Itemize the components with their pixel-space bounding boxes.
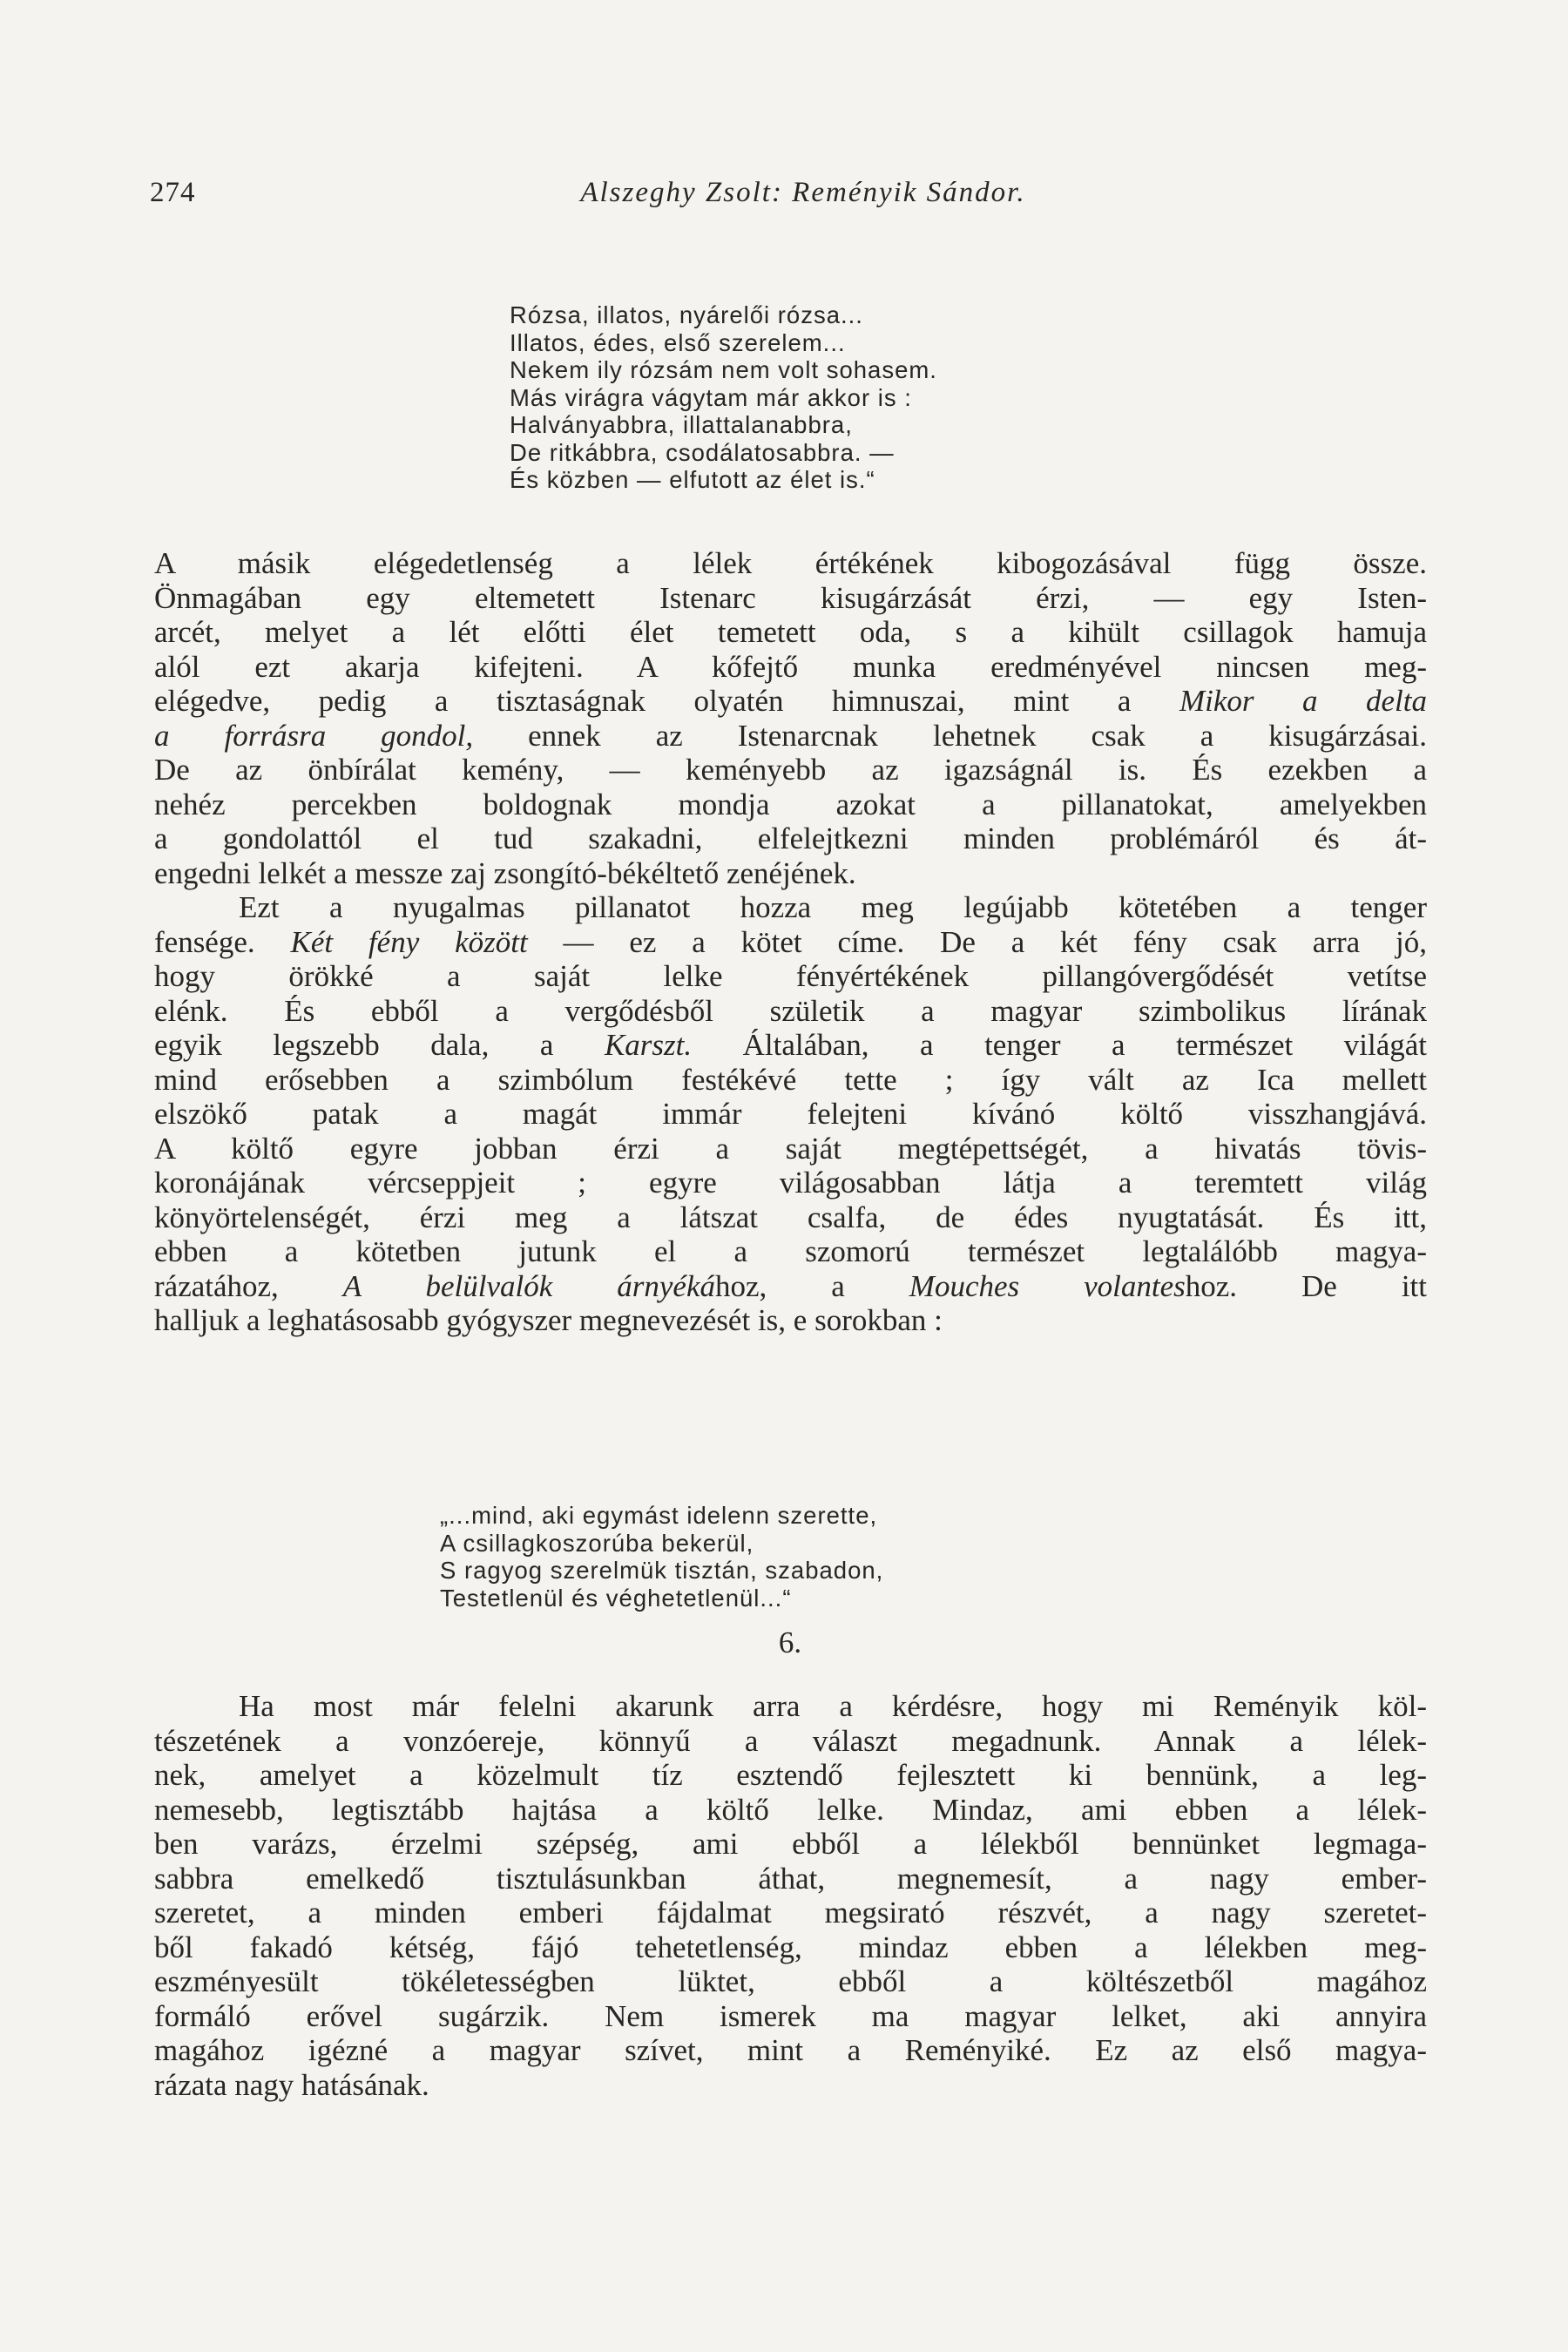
text-run: hoz. De itt — [1185, 1268, 1427, 1303]
text-run: egyik legszebb dala, a — [154, 1028, 605, 1062]
text-run: — ez a kötet címe. De a két fény csak arra jó, — [527, 924, 1427, 959]
text-line: Önmagában egy eltemetett Istenarc kisugárzását érzi, — egy Isten- — [154, 580, 1427, 615]
text-line: eszményesült tökéletességben lüktet, ebből a költészetből magához — [154, 1964, 1427, 1998]
text-line: a gondolattól el tud szakadni, elfelejtkezni minden problémáról és át- — [154, 821, 1427, 855]
text-line: szeretet, a minden emberi fájdalmat megsirató részvét, a nagy szeretet- — [154, 1896, 1427, 1930]
text-line: hogy örökké a saját lelke fényértékének pillangóvergődését vetítse — [154, 959, 1427, 993]
poem-line: „...mind, aki egymást idelenn szerette, — [440, 1502, 878, 1529]
text-line: De az önbírálat kemény, — keményebb az igazságnál is. És ezekben a — [154, 753, 1427, 787]
text-line: alól ezt akarja kifejteni. A kőfejtő munka eredményével nincsen meg- — [154, 649, 1427, 684]
poem-line: Rózsa, illatos, nyárelői rózsa... — [510, 301, 863, 328]
poem-line: Halványabbra, illattalanabbra, — [510, 411, 853, 438]
work-title: Két fény között — [290, 924, 528, 959]
poem-quote-csillagkoszoru — [440, 1502, 883, 1612]
work-title: A belülvalók árnyéká — [342, 1268, 716, 1303]
work-title: Mikor a delta — [1179, 684, 1427, 718]
text-run: fensége. — [154, 924, 291, 959]
text-run: Általában, a tenger a természet világát — [692, 1028, 1427, 1062]
text-line: nek, amelyet a közelmult tíz esztendő fejlesztett ki bennünk, a leg- — [154, 1758, 1427, 1792]
work-title: Mouches volantes — [909, 1268, 1186, 1303]
poem-line: Nekem ily rózsám nem volt sohasem. — [510, 356, 937, 383]
text-line: nehéz percekben boldognak mondja azokat a pillanatokat, amelyekben — [154, 787, 1427, 821]
text-run: hoz, a — [715, 1268, 909, 1303]
text-line: elénk. És ebből a vergődésből születik a magyar szimbolikus lírának — [154, 993, 1427, 1028]
text-line: mind erősebben a szimbólum festékévé tette ; így vált az Ica mellett — [154, 1062, 1427, 1097]
body-text-lower — [154, 1689, 1427, 2102]
page-number: 274 — [150, 177, 196, 208]
text-line — [154, 684, 1427, 719]
poem-line: S ragyog szerelmük tisztán, szabadon, — [440, 1557, 884, 1584]
text-line: magához igézné a magyar szívet, mint a Reményiké. Ez az első magya- — [154, 2033, 1427, 2067]
text-line: tészetének a vonzóereje, könnyű a választ megadnunk. Annak a lélek- — [154, 1723, 1427, 1758]
text-line: Ezt a nyugalmas pillanatot hozza meg legújabb kötetében a tenger — [239, 890, 1427, 924]
text-line: rázata nagy hatásának. — [154, 2067, 429, 2102]
work-title: Karszt. — [604, 1028, 693, 1062]
text-line: ben varázs, érzelmi szépség, ami ebből a lélekből bennünket legmaga- — [154, 1827, 1427, 1861]
text-line: elszökő patak a magát immár felejteni kívánó költő visszhangjává. — [154, 1097, 1427, 1131]
text-line: könyörtelenségét, érzi meg a látszat csalfa, de édes nyugtatását. És itt, — [154, 1200, 1427, 1234]
poem-line: És közben — elfutott az élet is.“ — [510, 466, 875, 493]
text-line — [154, 925, 1427, 960]
running-title: Alszeghy Zsolt: Reményik Sándor. — [580, 177, 1026, 208]
text-line: A másik elégedetlenség a lélek értékének kibogozásával függ össze. — [154, 546, 1427, 580]
text-line: arcét, melyet a lét előtti élet temetett oda, s a kihült csillagok hamuja — [154, 615, 1427, 649]
poem-line: Illatos, édes, első szerelem... — [510, 328, 846, 356]
text-run: elégedve, pedig a tisztaságnak olyatén himnuszai, mint a — [154, 684, 1179, 718]
poem-quote-rozsa — [510, 301, 937, 494]
text-line: nemesebb, legtisztább hajtása a költő lelke. Mindaz, ami ebben a lélek- — [154, 1792, 1427, 1827]
text-line: A költő egyre jobban érzi a saját megtépettségét, a hivatás tövis- — [154, 1131, 1427, 1166]
text-line: engedni lelkét a messze zaj zsongító-békéltető zenéjének. — [154, 855, 856, 890]
text-line — [154, 1269, 1427, 1304]
text-run: rázatához, — [154, 1268, 343, 1303]
text-line — [154, 719, 1427, 754]
text-line: halljuk a leghatásosabb gyógyszer megnevezését is, e sorokban : — [154, 1303, 943, 1337]
poem-line: De ritkábbra, csodálatosabbra. — — [510, 438, 895, 466]
poem-line: A csillagkoszorúba bekerül, — [440, 1529, 754, 1557]
text-line: koronájának vércseppjeit ; egyre világosabban látja a teremtett világ — [154, 1166, 1427, 1200]
text-run: ennek az Istenarcnak lehetnek csak a kisugárzásai. — [473, 718, 1427, 753]
text-line: sabbra emelkedő tisztulásunkban áthat, megnemesít, a nagy ember- — [154, 1861, 1427, 1896]
section-heading: 6. — [778, 1625, 802, 1659]
text-line: ből fakadó kétség, fájó tehetetlenség, mindaz ebben a lélekben meg- — [154, 1930, 1427, 1964]
text-line: ebben a kötetben jutunk el a szomorú természet legtalálóbb magya- — [154, 1234, 1427, 1268]
text-line: Ha most már felelni akarunk arra a kérdésre, hogy mi Reményik köl- — [239, 1689, 1427, 1723]
text-line: formáló erővel sugárzik. Nem ismerek ma magyar lelket, aki annyira — [154, 1998, 1427, 2033]
running-head — [150, 171, 1422, 214]
poem-line: Más virágra vágytam már akkor is : — [510, 383, 912, 411]
work-title: a forrásra gondol, — [154, 718, 474, 753]
text-line — [154, 1028, 1427, 1063]
body-text-upper — [154, 546, 1427, 1338]
poem-line: Testetlenül és véghetetlenül...“ — [440, 1584, 792, 1612]
